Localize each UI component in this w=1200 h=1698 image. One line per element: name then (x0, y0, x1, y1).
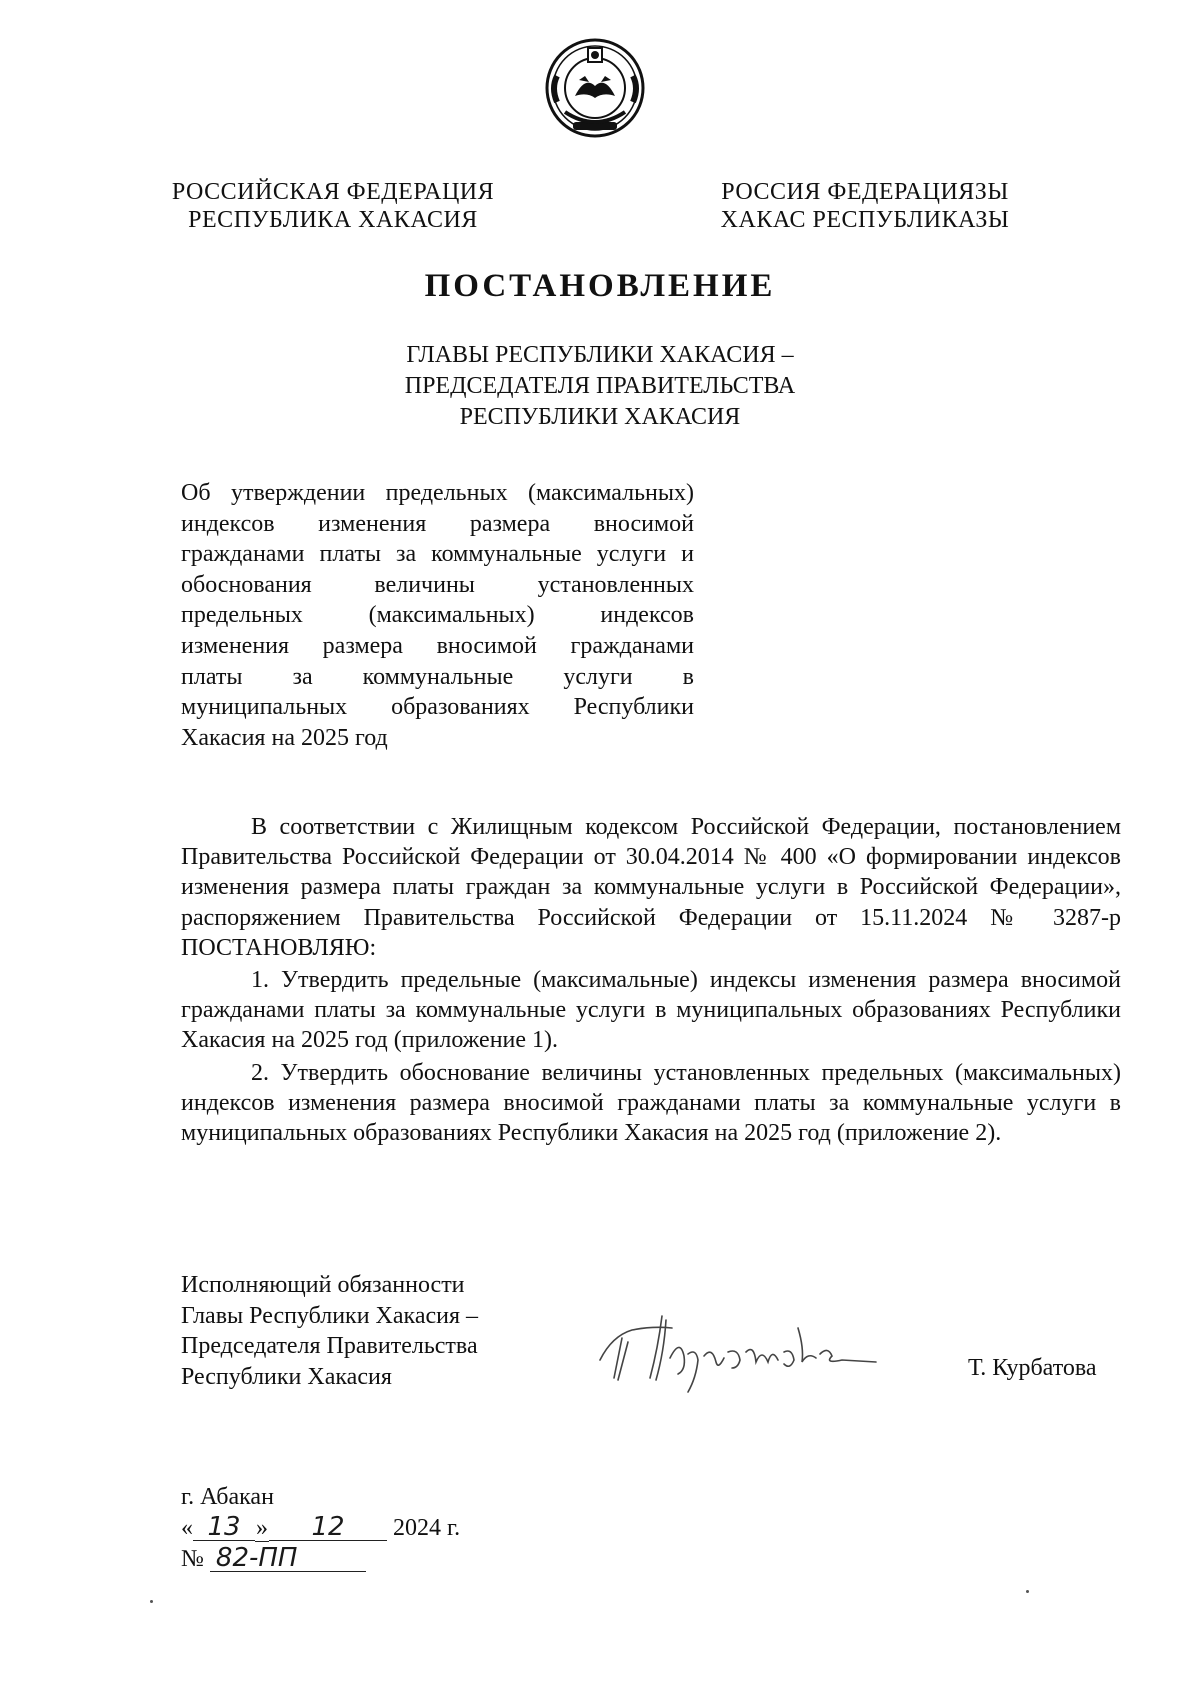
signatory-position-line: Республики Хакасия (181, 1363, 392, 1390)
signatory-position (181, 1270, 478, 1392)
handwritten-signature (592, 1308, 882, 1396)
header-right-country: РОССИЯ ФЕДЕРАЦИЯЗЫ (721, 179, 1009, 205)
subject-line: обоснования величины установленных (181, 571, 694, 598)
date-month-handwritten: 12 (269, 1514, 387, 1541)
signatory-position-line: Главы Республики Хакасия – (181, 1302, 479, 1329)
issuer-line: РЕСПУБЛИКИ ХАКАСИЯ (459, 404, 741, 430)
document-type-title: ПОСТАНОВЛЕНИЕ (424, 268, 776, 304)
subject-line: изменения размера вносимой гражданами (181, 632, 694, 659)
document-subject (181, 478, 694, 753)
issue-date (181, 1513, 521, 1544)
subject-line: платы за коммунальные услуги в (181, 663, 694, 690)
issuer-line: ПРЕДСЕДАТЕЛЯ ПРАВИТЕЛЬСТВА (404, 373, 796, 399)
subject-line: Об утверждении предельных (максимальных) (181, 480, 694, 506)
date-day-handwritten: 13 (193, 1514, 255, 1541)
clause-paragraph: 2. Утвердить обоснование величины установленных предельных (максимальных) индексов изменения размера вносимой гражданами платы за коммунальные услуги в муниципальных образованиях Республики Хакасия на 2025 год (приложение 2). (181, 1059, 1121, 1147)
header-left-block (168, 178, 498, 234)
document-number (181, 1544, 521, 1575)
clause-paragraph: 1. Утвердить предельные (максимальные) индексы изменения размера вносимой гражданами платы за коммунальные услуги в муниципальных образованиях Республики Хакасия на 2025 год (приложение 1). (181, 967, 1121, 1054)
republic-of-khakassia-coat-of-arms-icon (543, 36, 647, 140)
subject-line: предельных (максимальных) индексов (181, 602, 694, 629)
signatory-position-line: Председателя Правительства (181, 1333, 478, 1359)
scan-speck (1026, 1590, 1029, 1593)
signatory-name: Т. Курбатова (968, 1355, 1097, 1381)
number-prefix: № (181, 1546, 204, 1572)
subject-line: муниципальных образованиях Республики (181, 694, 694, 721)
date-quote-close: » (256, 1515, 268, 1541)
subject-line: индексов изменения размера вносимой (181, 510, 694, 537)
header-left-country: РОССИЙСКАЯ ФЕДЕРАЦИЯ (171, 179, 495, 205)
date-quote-open: « (181, 1515, 193, 1541)
header-right-block (700, 178, 1030, 234)
scan-speck (150, 1600, 153, 1603)
issuer-line: ГЛАВЫ РЕСПУБЛИКИ ХАКАСИЯ – (406, 342, 794, 368)
subject-line: Хакасия на 2025 год (181, 724, 388, 751)
document-body (181, 812, 1121, 1148)
place-date-number-block (181, 1482, 521, 1575)
header-right-republic: ХАКАС РЕСПУБЛИКАЗЫ (720, 207, 1010, 233)
subject-line: гражданами платы за коммунальные услуги и (181, 541, 694, 568)
issue-city: г. Абакан (181, 1484, 274, 1510)
preamble-paragraph: В соответствии с Жилищным кодексом Российской Федерации, постановлением Правительства Российской Федерации от 30.04.2014 № 400 «О формировании индексов изменения размера платы граждан за коммунальные услуги в Российской Федерации», распоряжением Правительства Российской Федерации от 15.11.2024 № 3287-р ПОСТАНОВЛЯЮ: (181, 814, 1121, 961)
number-handwritten: 82-ПП (210, 1545, 366, 1572)
header-left-republic: РЕСПУБЛИКА ХАКАСИЯ (188, 207, 478, 233)
date-year: 2024 г. (393, 1515, 461, 1541)
signatory-position-line: Исполняющий обязанности (181, 1272, 465, 1298)
issuer-block (0, 340, 1200, 433)
